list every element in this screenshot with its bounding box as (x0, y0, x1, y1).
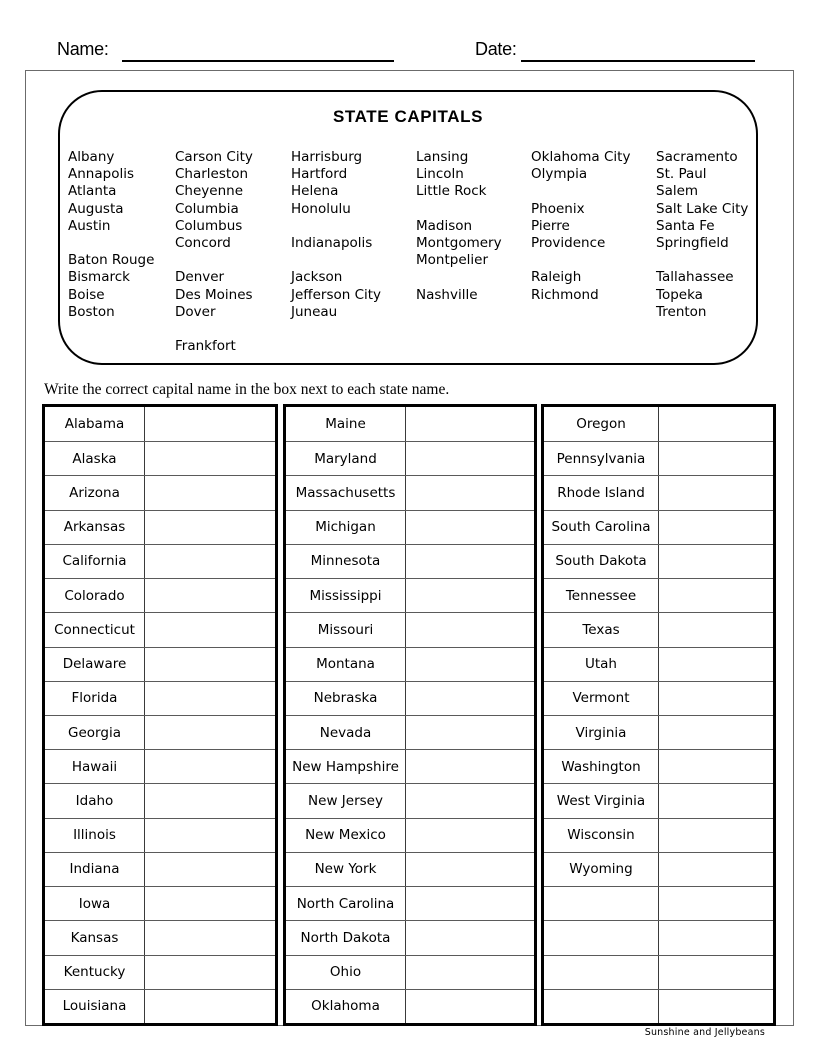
capital-name: Santa Fe (656, 217, 715, 234)
answer-cell[interactable] (659, 956, 773, 989)
answer-cell[interactable] (659, 648, 773, 681)
capital-name (291, 218, 416, 235)
state-cell: Arkansas (45, 511, 145, 544)
table-row (286, 407, 534, 441)
answer-cell[interactable] (659, 750, 773, 783)
answer-cell[interactable] (406, 407, 534, 441)
state-cell: Alabama (45, 407, 145, 441)
answer-cell[interactable] (145, 887, 275, 920)
capital-name: Denver (175, 269, 225, 286)
table-row (286, 475, 534, 509)
answer-cell[interactable] (659, 613, 773, 646)
table-row (45, 783, 275, 817)
state-cell: Washington (544, 750, 659, 783)
state-cell: Wyoming (544, 853, 659, 886)
capital-name (291, 321, 416, 338)
capital-name: Augusta (68, 200, 124, 217)
capital-name: Olympia (531, 166, 588, 183)
table-row (286, 441, 534, 475)
state-cell: Montana (286, 648, 406, 681)
capital-name: Montpelier (416, 252, 488, 269)
word-bank-column (175, 149, 291, 355)
table-row (286, 955, 534, 989)
answer-cell[interactable] (406, 819, 534, 852)
word-bank-column (656, 149, 754, 355)
word-bank-column (531, 149, 656, 355)
state-cell: Nevada (286, 716, 406, 749)
state-cell: Oklahoma (286, 990, 406, 1023)
answer-cell[interactable] (406, 442, 534, 475)
capital-name: Little Rock (416, 183, 487, 200)
state-cell (544, 921, 659, 954)
table-row (544, 647, 773, 681)
answer-cell[interactable] (145, 819, 275, 852)
capital-name (656, 252, 754, 269)
table-row (286, 510, 534, 544)
answer-cell[interactable] (659, 407, 773, 441)
capital-name: Cheyenne (175, 183, 244, 200)
state-cell (544, 887, 659, 920)
table-row (544, 886, 773, 920)
table-row (544, 955, 773, 989)
capital-name: Phoenix (531, 200, 585, 217)
capital-name: Annapolis (68, 166, 134, 183)
capital-name (291, 338, 416, 355)
capital-name (416, 269, 531, 286)
capital-name: Lansing (416, 149, 469, 165)
capital-name: Albany (68, 149, 115, 165)
answer-cell[interactable] (659, 853, 773, 886)
state-cell: South Carolina (544, 511, 659, 544)
table-row (45, 407, 275, 441)
word-bank-columns (68, 149, 754, 355)
answer-cell[interactable] (145, 476, 275, 509)
answer-cell[interactable] (145, 750, 275, 783)
capital-name: Atlanta (68, 183, 117, 200)
table-row (544, 818, 773, 852)
table-row (45, 578, 275, 612)
capital-name: Helena (291, 183, 339, 200)
table-row (544, 407, 773, 441)
capital-name: Sacramento (656, 149, 738, 165)
answer-cell[interactable] (406, 511, 534, 544)
state-cell: Rhode Island (544, 476, 659, 509)
capital-name: Dover (175, 303, 216, 320)
state-cell: Arizona (45, 476, 145, 509)
capital-name (531, 304, 656, 321)
name-input-line[interactable] (122, 40, 394, 62)
answer-cell[interactable] (406, 476, 534, 509)
answer-cell[interactable] (406, 579, 534, 612)
state-cell: New York (286, 853, 406, 886)
state-cell: New Mexico (286, 819, 406, 852)
capital-name: Lincoln (416, 166, 464, 183)
table-row (45, 920, 275, 954)
answer-cell[interactable] (406, 750, 534, 783)
state-cell: North Carolina (286, 887, 406, 920)
table-row (544, 715, 773, 749)
state-cell: Georgia (45, 716, 145, 749)
answer-cell[interactable] (406, 613, 534, 646)
state-cell: Massachusetts (286, 476, 406, 509)
capital-name: Trenton (656, 303, 707, 320)
capital-name: Bismarck (68, 269, 130, 286)
word-bank-column (291, 149, 416, 355)
state-cell: Oregon (544, 407, 659, 441)
state-cell: Maine (286, 407, 406, 441)
capital-name: Jackson (291, 269, 343, 286)
capital-name: St. Paul (656, 166, 707, 183)
word-bank-title: STATE CAPITALS (332, 107, 484, 126)
state-cell: Maryland (286, 442, 406, 475)
table-row (45, 647, 275, 681)
state-cell: Mississippi (286, 579, 406, 612)
answer-cell[interactable] (145, 613, 275, 646)
table-row (45, 886, 275, 920)
answer-cell[interactable] (659, 819, 773, 852)
answer-cell[interactable] (659, 784, 773, 817)
answer-cell[interactable] (145, 853, 275, 886)
state-cell: New Jersey (286, 784, 406, 817)
table-row (286, 715, 534, 749)
state-cell: Pennsylvania (544, 442, 659, 475)
capital-name: Salt Lake City (656, 200, 749, 217)
state-cell: Michigan (286, 511, 406, 544)
capital-name: Charleston (175, 166, 249, 183)
capital-name: Baton Rouge (68, 252, 155, 269)
table-group (541, 404, 776, 1026)
answer-cell[interactable] (145, 784, 275, 817)
word-bank-column (68, 149, 175, 355)
answer-cell[interactable] (145, 511, 275, 544)
table-row (45, 475, 275, 509)
capital-name: Salem (656, 183, 699, 200)
capital-name: Pierre (531, 217, 570, 234)
state-cell: New Hampshire (286, 750, 406, 783)
table-row (544, 544, 773, 578)
table-row (45, 544, 275, 578)
capital-name: Raleigh (531, 269, 582, 286)
capital-name (175, 252, 291, 269)
capital-name: Topeka (656, 286, 703, 303)
answer-cell[interactable] (145, 545, 275, 578)
state-cell: Utah (544, 648, 659, 681)
state-cell: California (45, 545, 145, 578)
table-row (286, 578, 534, 612)
state-cell: Idaho (45, 784, 145, 817)
capital-name (175, 321, 291, 338)
answer-cell[interactable] (659, 442, 773, 475)
state-cell: North Dakota (286, 921, 406, 954)
table-row (286, 852, 534, 886)
capital-name: Juneau (291, 303, 338, 320)
state-cell: Louisiana (45, 990, 145, 1023)
capital-name: Columbus (175, 217, 243, 234)
capital-name (416, 201, 531, 218)
answer-cell[interactable] (145, 956, 275, 989)
capital-name: Hartford (291, 166, 348, 183)
answer-cell[interactable] (659, 579, 773, 612)
word-bank-column (416, 149, 531, 355)
answer-cell[interactable] (406, 784, 534, 817)
state-cell: Missouri (286, 613, 406, 646)
answer-cell[interactable] (659, 716, 773, 749)
state-cell: West Virginia (544, 784, 659, 817)
capital-name: Nashville (416, 286, 478, 303)
capital-name: Honolulu (291, 200, 351, 217)
answer-cell[interactable] (406, 648, 534, 681)
answer-cell[interactable] (145, 442, 275, 475)
capital-name (68, 338, 175, 355)
capital-name: Jefferson City (291, 286, 382, 303)
capital-name: Carson City (175, 149, 253, 165)
capital-name (531, 338, 656, 355)
table-row (544, 920, 773, 954)
capital-name: Springfield (656, 234, 729, 251)
answer-cell[interactable] (406, 545, 534, 578)
state-cell: Delaware (45, 648, 145, 681)
credit-text: Sunshine and Jellybeans (644, 1027, 765, 1038)
state-cell: Hawaii (45, 750, 145, 783)
table-row (544, 989, 773, 1023)
capital-name (416, 321, 531, 338)
table-row (544, 612, 773, 646)
state-cell: Ohio (286, 956, 406, 989)
capital-name: Concord (175, 234, 231, 251)
state-cell: Indiana (45, 853, 145, 886)
state-cell: Minnesota (286, 545, 406, 578)
table-row (544, 510, 773, 544)
table-row (286, 544, 534, 578)
capital-name (291, 252, 416, 269)
capital-name: Indianapolis (291, 234, 373, 251)
answer-cell[interactable] (145, 921, 275, 954)
table-group (42, 404, 278, 1026)
state-cell: Tennessee (544, 579, 659, 612)
table-row (45, 681, 275, 715)
table-row (286, 612, 534, 646)
table-row (286, 681, 534, 715)
state-cell: Vermont (544, 682, 659, 715)
answer-cell[interactable] (145, 682, 275, 715)
capital-name: Boise (68, 286, 105, 303)
state-cell: Virginia (544, 716, 659, 749)
table-row (544, 749, 773, 783)
table-row (544, 441, 773, 475)
state-cell: Connecticut (45, 613, 145, 646)
capital-name: Tallahassee (656, 269, 734, 286)
answer-cell[interactable] (659, 921, 773, 954)
answer-cell[interactable] (145, 407, 275, 441)
answer-cell[interactable] (406, 990, 534, 1023)
table-row (45, 989, 275, 1023)
instruction-text: Write the correct capital name in the box next to each state name. (44, 381, 450, 398)
state-cell: Kentucky (45, 956, 145, 989)
capital-name: Montgomery (416, 234, 502, 251)
table-row (286, 783, 534, 817)
capital-name (416, 338, 531, 355)
state-cell: Iowa (45, 887, 145, 920)
capital-name: Austin (68, 217, 111, 234)
answer-cell[interactable] (659, 511, 773, 544)
date-input-line[interactable] (521, 40, 755, 62)
capital-name (656, 321, 754, 338)
table-row (544, 852, 773, 886)
table-row (45, 510, 275, 544)
table-row (286, 989, 534, 1023)
table-row (45, 715, 275, 749)
answer-cell[interactable] (406, 956, 534, 989)
capital-name: Oklahoma City (531, 149, 631, 165)
capital-name: Columbia (175, 200, 239, 217)
table-row (286, 818, 534, 852)
table-row (286, 749, 534, 783)
answer-cell[interactable] (659, 476, 773, 509)
answer-cell[interactable] (659, 990, 773, 1023)
answer-cell[interactable] (659, 682, 773, 715)
table-row (544, 783, 773, 817)
capital-name (416, 304, 531, 321)
answer-cell[interactable] (145, 716, 275, 749)
answer-cell[interactable] (145, 990, 275, 1023)
state-cell: Wisconsin (544, 819, 659, 852)
state-cell: Texas (544, 613, 659, 646)
state-cell: South Dakota (544, 545, 659, 578)
capital-name (531, 321, 656, 338)
capital-name (656, 338, 754, 355)
answer-cell[interactable] (145, 579, 275, 612)
table-row (45, 818, 275, 852)
state-cell: Alaska (45, 442, 145, 475)
answer-cell[interactable] (659, 887, 773, 920)
capital-name: Frankfort (175, 338, 236, 355)
answer-cell[interactable] (659, 545, 773, 578)
state-cell (544, 956, 659, 989)
state-cell: Florida (45, 682, 145, 715)
capital-name: Madison (416, 217, 473, 234)
answer-cell[interactable] (406, 716, 534, 749)
table-row (544, 681, 773, 715)
capital-name: Richmond (531, 286, 599, 303)
answer-cell[interactable] (406, 682, 534, 715)
table-group (283, 404, 537, 1026)
answer-cell[interactable] (145, 648, 275, 681)
capital-name (531, 252, 656, 269)
table-row (286, 920, 534, 954)
capital-name: Des Moines (175, 286, 253, 303)
states-table (0, 404, 816, 1026)
table-row (544, 578, 773, 612)
answer-cell[interactable] (406, 921, 534, 954)
answer-cell[interactable] (406, 887, 534, 920)
capital-name (68, 235, 175, 252)
capital-name: Providence (531, 234, 606, 251)
table-row (544, 475, 773, 509)
table-row (45, 441, 275, 475)
word-bank-box (58, 90, 758, 365)
state-cell: Colorado (45, 579, 145, 612)
table-row (45, 852, 275, 886)
date-label: Date: (475, 39, 517, 59)
table-row (45, 612, 275, 646)
table-row (45, 749, 275, 783)
state-cell: Nebraska (286, 682, 406, 715)
state-cell: Kansas (45, 921, 145, 954)
answer-cell[interactable] (406, 853, 534, 886)
capital-name: Boston (68, 303, 115, 320)
table-row (45, 955, 275, 989)
capital-name (531, 183, 656, 200)
capital-name (68, 321, 175, 338)
table-row (286, 647, 534, 681)
state-cell (544, 990, 659, 1023)
name-label: Name: (57, 39, 109, 59)
capital-name: Harrisburg (291, 149, 363, 165)
state-cell: Illinois (45, 819, 145, 852)
table-row (286, 886, 534, 920)
